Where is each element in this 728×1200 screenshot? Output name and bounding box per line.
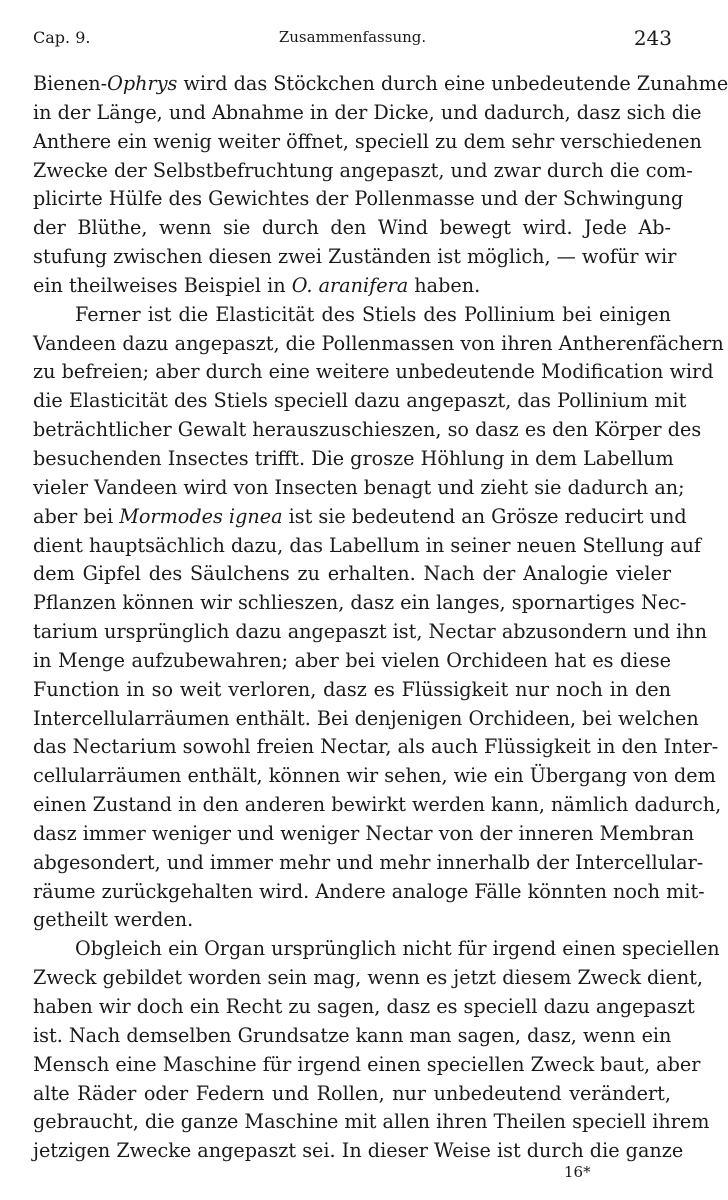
- page-number: 243: [633, 26, 672, 50]
- text-line: Zweck gebildet worden sein mag, wenn es jetzt diesem Zweck dient,: [33, 966, 703, 990]
- text-line: dem Gipfel des Säulchens zu erhalten. Nach der Analogie vieler: [33, 562, 671, 586]
- text-line: Anthere ein wenig weiter öffnet, speciell zu dem sehr verschiedenen: [33, 129, 702, 153]
- text-line: ist. Nach demselben Grundsatze kann man sagen, dasz, wenn ein: [33, 1023, 672, 1047]
- text-line: Intercellularräumen enthält. Bei denjenigen Orchideen, bei welchen: [33, 706, 699, 730]
- text-line: räume zurückgehalten wird. Andere analoge Fälle könnten noch mit-: [33, 879, 705, 903]
- text-line: stufung zwischen diesen zwei Zuständen ist möglich, — wofür wir: [33, 245, 677, 269]
- text-line: cellularräumen enthält, können wir sehen, wie ein Übergang von dem: [33, 764, 716, 788]
- text-line: Obgleich ein Organ ursprünglich nicht für irgend einen speciellen: [75, 937, 720, 961]
- text-line: Mensch eine Maschine für irgend einen speciellen Zweck baut, aber: [33, 1052, 701, 1076]
- signature-mark: 16*: [564, 1163, 591, 1181]
- text-line: alte Räder oder Federn und Rollen, nur unbedeutend verändert,: [33, 1081, 671, 1105]
- text-line: das Nectarium sowohl freien Nectar, als auch Flüssigkeit in den Inter-: [33, 735, 719, 759]
- text-line: dasz immer weniger und weniger Nectar von der inneren Membran: [33, 821, 695, 845]
- text-line: plicirte Hülfe des Gewichtes der Pollenmasse und der Schwingung: [33, 187, 684, 211]
- text-line: einen Zustand in den anderen bewirkt werden kann, nämlich dadurch,: [33, 793, 722, 817]
- chapter-label: Cap. 9.: [33, 28, 91, 47]
- italic-term: Ophrys: [107, 72, 178, 95]
- text-line: besuchenden Insectes trifft. Die grosze Höhlung in dem Labellum: [33, 446, 674, 470]
- text-line: dient hauptsächlich dazu, das Labellum in seiner neuen Stellung auf: [33, 533, 702, 557]
- text-line: Bienen-Ophrys wird das Stöckchen durch eine unbedeutende Zunahme: [33, 72, 728, 95]
- text-line: Function in so weit verloren, dasz es Flüssigkeit nur noch in den: [33, 677, 671, 701]
- text-line: aber bei Mormodes ignea ist sie bedeutend an Grösze reducirt und: [33, 504, 687, 528]
- text-line: beträchtlicher Gewalt herauszuschieszen, so dasz es den Körper des: [33, 418, 702, 442]
- paragraph: [33, 301, 724, 936]
- text-line: die Elasticität des Stiels speciell dazu angepaszt, das Pollinium mit: [33, 389, 687, 413]
- italic-term: O. aranifera: [291, 273, 409, 297]
- text-line: Vandeen dazu angepaszt, die Pollenmassen von ihren Antherenfächern: [33, 331, 724, 355]
- text-line: abgesondert, und immer mehr und mehr innerhalb der Intercellular-: [33, 850, 704, 874]
- running-header: [33, 28, 672, 54]
- text-line: tarium ursprünglich dazu angepaszt ist, Nectar abzusondern und ihn: [33, 620, 707, 644]
- text-line: getheilt werden.: [33, 908, 194, 932]
- italic-term: Mormodes ignea: [119, 504, 283, 528]
- text-line: ein theilweises Beispiel in O. aranifera haben.: [33, 273, 481, 297]
- text-line: gebraucht, die ganze Maschine mit allen ihren Theilen speciell ihrem: [33, 1110, 710, 1134]
- text-line: in der Länge, und Abnahme in der Dicke, und dadurch, dasz sich die: [33, 100, 702, 124]
- body-text: [33, 70, 728, 1166]
- text-line: Ferner ist die Elasticität des Stiels des Pollinium bei einigen: [75, 302, 671, 326]
- running-title: Zusammenfassung.: [278, 28, 427, 46]
- paragraph: [33, 70, 728, 301]
- text-line: vieler Vandeen wird von Insecten benagt und zieht sie dadurch an;: [33, 475, 685, 499]
- text-line: in Menge aufzubewahren; aber bei vielen Orchideen hat es diese: [33, 648, 671, 672]
- paragraph: [33, 935, 720, 1166]
- text-line: haben wir doch ein Recht zu sagen, dasz es speciell dazu angepaszt: [33, 995, 695, 1018]
- text-line: Pflanzen können wir schlieszen, dasz ein langes, spornartiges Nec-: [33, 591, 687, 615]
- text-line: der Blüthe, wenn sie durch den Wind bewegt wird. Jede Ab-: [33, 216, 671, 240]
- text-line: zu befreien; aber durch eine weitere unbedeutende Modification wird: [33, 360, 714, 384]
- text-line: Zwecke der Selbstbefruchtung angepaszt, und zwar durch die com-: [33, 158, 693, 182]
- text-line: jetzigen Zwecke angepaszt sei. In dieser Weise ist durch die ganze: [33, 1139, 684, 1163]
